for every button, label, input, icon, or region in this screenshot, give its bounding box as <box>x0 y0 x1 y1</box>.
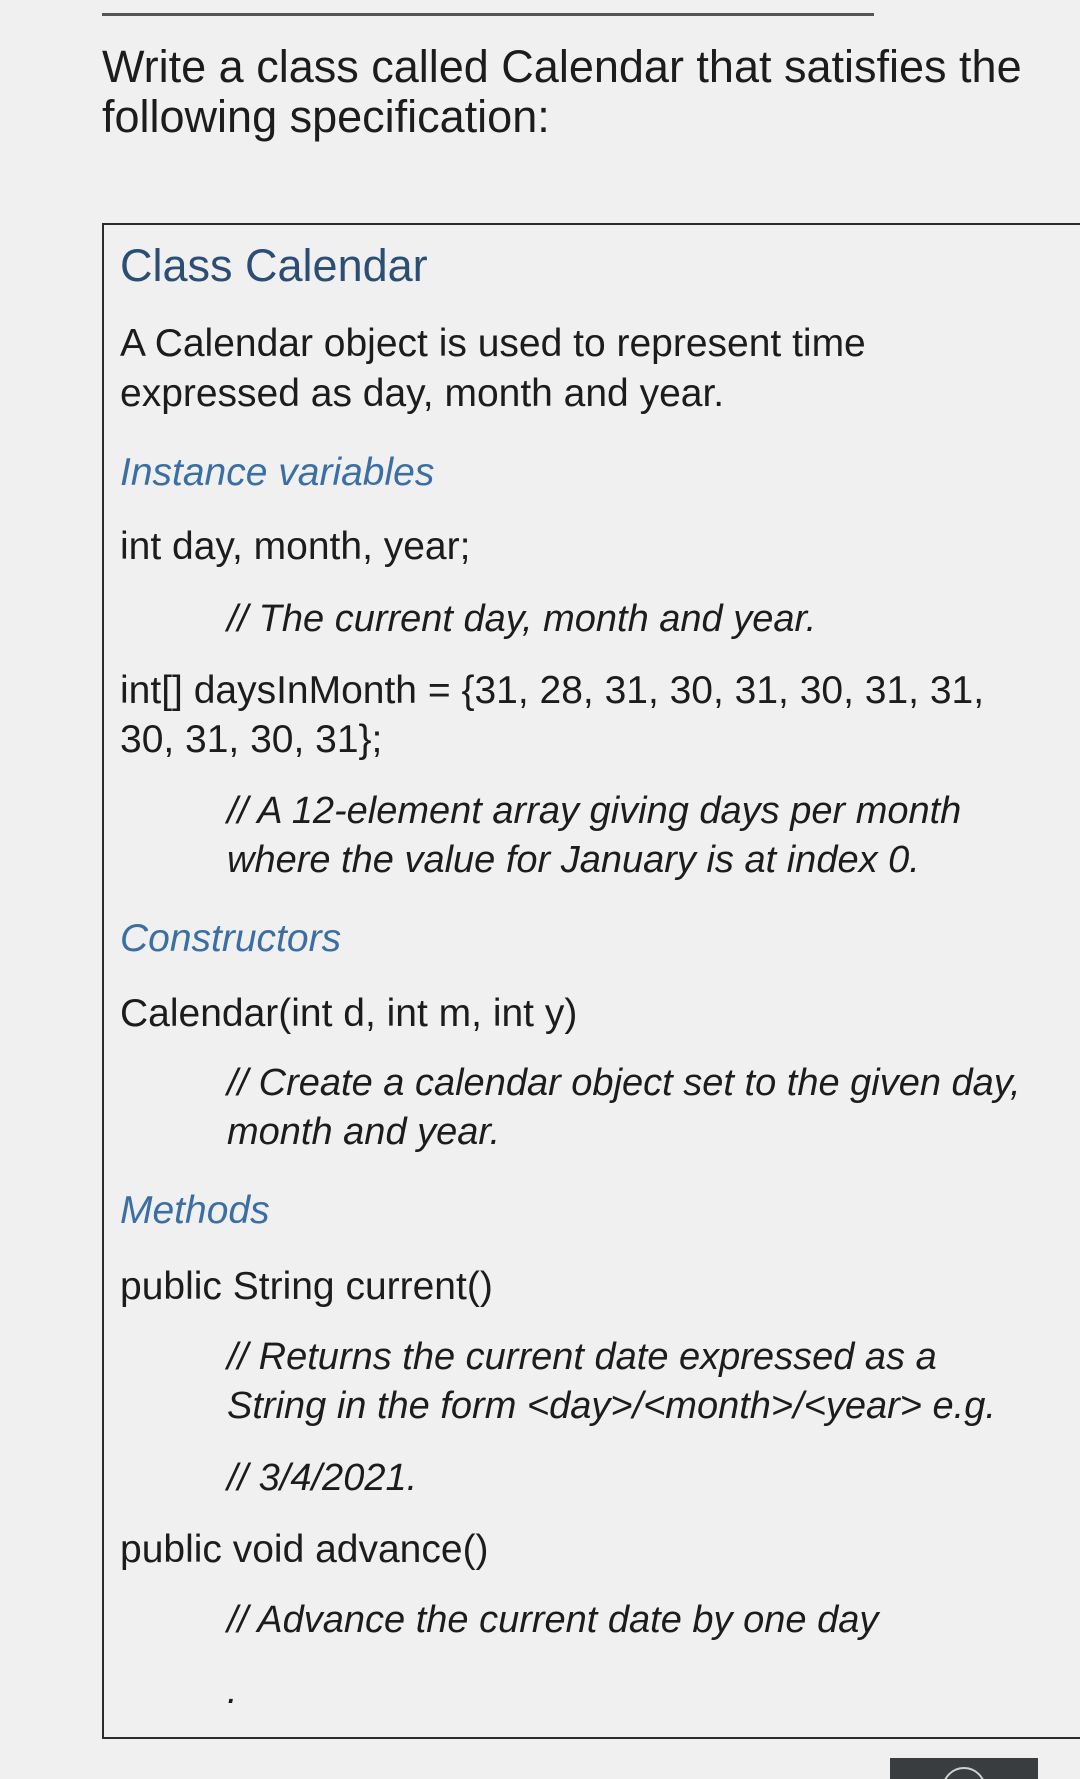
prompt-line-1: Write a class called Calendar that satisfies the <box>102 41 1022 92</box>
instance-variable-days-in-month-line-2: 30, 31, 30, 31}; <box>120 718 383 761</box>
instance-variable-day-month-year-comment: // The current day, month and year. <box>227 598 817 640</box>
top-divider <box>102 13 874 16</box>
method-current-comment-line-1: // Returns the current date expressed as a <box>227 1336 937 1378</box>
class-description-line-1: A Calendar object is used to represent time <box>120 322 866 365</box>
days-in-month-comment-line-2: where the value for January is at index 0. <box>227 839 920 881</box>
method-current-comment-line-3: // 3/4/2021. <box>227 1457 418 1499</box>
method-advance-comment: // Advance the current date by one day <box>227 1599 879 1641</box>
scroll-to-top-button[interactable] <box>890 1758 1038 1779</box>
class-title: Class Calendar <box>120 240 428 291</box>
instance-variable-day-month-year: int day, month, year; <box>120 525 471 568</box>
constructor-comment-line-2: month and year. <box>227 1111 501 1153</box>
prompt-line-2: following specification: <box>102 91 550 142</box>
instance-variable-days-in-month-line-1: int[] daysInMonth = {31, 28, 31, 30, 31, 30, 31, 31, <box>120 669 985 712</box>
method-current-comment-line-2: String in the form <day>/<month>/<year> e.g. <box>227 1385 996 1427</box>
circle-icon <box>942 1767 986 1779</box>
method-advance-signature: public void advance() <box>120 1528 489 1571</box>
constructors-heading: Constructors <box>120 917 342 960</box>
constructor-comment-line-1: // Create a calendar object set to the given day, <box>227 1062 1021 1104</box>
days-in-month-comment-line-1: // A 12-element array giving days per month <box>227 790 962 832</box>
class-description-line-2: expressed as day, month and year. <box>120 372 725 415</box>
trailing-dot: . <box>227 1670 238 1712</box>
instance-variables-heading: Instance variables <box>120 451 435 494</box>
question-prompt <box>102 42 1062 142</box>
methods-heading: Methods <box>120 1189 270 1232</box>
constructor-signature: Calendar(int d, int m, int y) <box>120 992 578 1035</box>
method-current-signature: public String current() <box>120 1265 493 1308</box>
